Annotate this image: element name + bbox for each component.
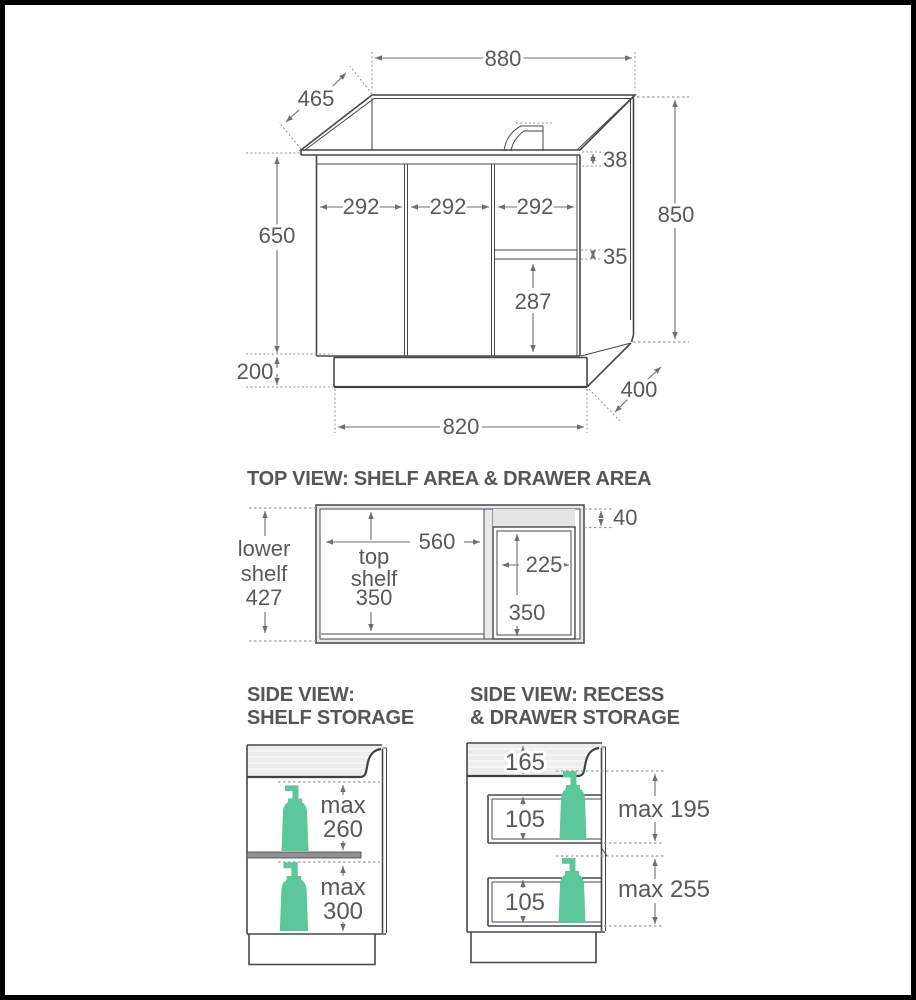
bottle-lower-right [559, 858, 586, 923]
top-view-title [247, 468, 651, 491]
bottle-upper-right [560, 771, 587, 840]
dim-door-width-1-label: 292 [342, 194, 380, 219]
drawer-kickboard [471, 932, 596, 963]
dim-total-height [633, 97, 694, 342]
lower-shelf-word2: shelf [240, 561, 288, 586]
side-view-shelf-title [247, 684, 414, 730]
top-shelf-word1: top [358, 544, 390, 569]
dim-105-upper-label: 105 [504, 806, 546, 833]
shelf-door-panel [383, 748, 387, 933]
main-view [237, 46, 695, 439]
top-shelf-word2: shelf [350, 566, 398, 591]
top-view [238, 505, 638, 643]
side-view-drawer-title [470, 684, 680, 730]
dim-depth-label: 465 [297, 86, 335, 111]
drawer-door-panel [602, 747, 606, 931]
dim-cabinet-height [246, 153, 300, 353]
dim-total-height-label: 850 [657, 202, 695, 227]
dim-counter-thickness [582, 147, 627, 172]
cabinet-front [317, 155, 581, 356]
dim-drawer-gap [581, 244, 627, 269]
side-panel [581, 95, 634, 356]
side-view-shelf-title-line2: SHELF STORAGE [247, 707, 415, 729]
middle-shelf [247, 852, 361, 858]
max-260-value: 260 [322, 816, 364, 843]
dim-drawer-gap-label: 35 [603, 244, 628, 269]
tap [504, 123, 552, 151]
dim-door-width-3 [498, 194, 574, 219]
side-view-shelf [247, 745, 387, 965]
max-300-word: max [320, 874, 366, 901]
dim-recess-depth [584, 505, 637, 530]
dim-door-width-2-label: 292 [429, 194, 467, 219]
side-view-drawer-title-line2: & DRAWER STORAGE [470, 707, 680, 729]
diagram-svg [5, 5, 911, 995]
shelf-kickboard [249, 934, 375, 965]
dim-top-width-label: 880 [484, 46, 522, 71]
dim-max-195 [618, 774, 710, 841]
max-260-word: max [320, 792, 366, 819]
dim-door-width-2 [411, 194, 489, 219]
dim-recess-165-label: 165 [504, 749, 546, 776]
dim-drawer-front-label: 287 [514, 289, 552, 314]
dim-base-width [335, 389, 587, 439]
dim-cabinet-height-label: 650 [258, 223, 296, 248]
dim-drawer-depth-label: 350 [508, 600, 546, 625]
top-shelf-value: 350 [355, 585, 393, 610]
dim-max-255-label: max 255 [617, 876, 711, 903]
dim-recess-depth-label: 40 [613, 505, 638, 530]
dim-shelf-width-label: 560 [418, 529, 456, 554]
recess-strip [493, 509, 575, 527]
dim-lower-shelf [238, 508, 316, 641]
dim-door-width-1 [320, 194, 402, 219]
dim-depth [279, 66, 372, 149]
lower-shelf-word1: lower [237, 536, 291, 561]
lower-shelf-value: 427 [245, 585, 283, 610]
dim-door-width-3-label: 292 [516, 194, 554, 219]
dim-drawer-width-label: 225 [525, 552, 563, 577]
dim-base-depth-label: 400 [620, 377, 658, 402]
dim-counter-thickness-label: 38 [603, 147, 628, 172]
bottle-lower-left [280, 862, 308, 931]
dim-recess-165 [505, 746, 545, 776]
top-view-title-text: TOP VIEW: SHELF AREA & DRAWER AREA [247, 468, 652, 490]
dim-base-width-label: 820 [442, 414, 480, 439]
divider-wall [484, 509, 493, 639]
shelf-counter-section [247, 745, 382, 777]
dim-max-260 [320, 785, 365, 850]
dim-105-lower-label: 105 [504, 889, 546, 916]
dim-max-300 [320, 866, 365, 931]
side-view-shelf-title-line1: SIDE VIEW: [247, 684, 355, 706]
plinth [334, 343, 631, 387]
side-view-drawer [467, 743, 710, 963]
dim-max-195-label: max 195 [617, 796, 711, 823]
dim-kick-height [237, 354, 333, 387]
max-300-value: 300 [322, 898, 364, 925]
dim-kick-height-label: 200 [236, 359, 274, 384]
dim-top-width [372, 46, 635, 91]
dim-105-upper [505, 797, 545, 840]
countertop [301, 95, 635, 155]
dim-105-lower [505, 880, 545, 923]
bottle-upper-left [282, 785, 309, 851]
side-view-drawer-title-line1: SIDE VIEW: RECESS [470, 684, 665, 706]
dim-drawer-front [515, 264, 552, 352]
dim-max-255 [618, 859, 710, 924]
